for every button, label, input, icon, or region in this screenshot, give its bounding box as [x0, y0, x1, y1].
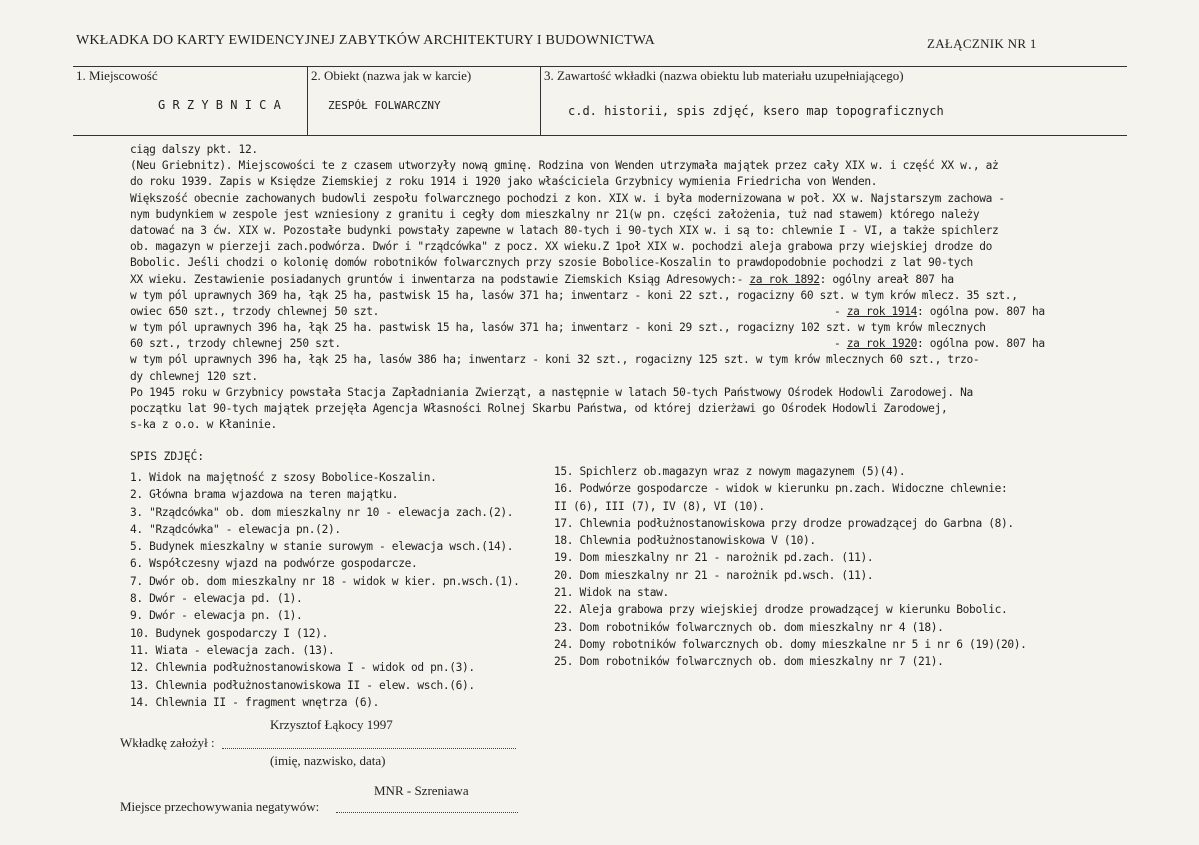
- body-line: [130, 304, 1070, 320]
- photo-list-item: 19. Dom mieszkalny nr 21 - narożnik pd.zach. (11).: [554, 551, 874, 565]
- storage-label: Miejsce przechowywania negatywów:: [120, 799, 320, 814]
- inserted-by-label: Wkładkę założył :: [120, 735, 215, 750]
- photo-list-item: 16. Podwórze gospodarcze - widok w kierunku pn.zach. Widoczne chlewnie:: [554, 482, 1008, 496]
- storage-value: MNR - Szreniawa: [374, 783, 469, 798]
- body-text: : ogólna pow. 807 ha: [917, 337, 1045, 351]
- locality-label: 1. Miejscowość: [76, 68, 158, 83]
- body-line: początku lat 90-tych majątek przejęła Agencja Własności Rolnej Skarbu Państwa, od której dzierżawi go Ośrodek Hodowli Zarodowej,: [130, 402, 948, 415]
- photo-list-item: 12. Chlewnia podłużnostanowiskowa I - widok od pn.(3).: [130, 661, 475, 675]
- inserted-by-dotted-line: [222, 748, 516, 749]
- photo-list-item: 9. Dwór - elewacja pn. (1).: [130, 609, 303, 623]
- body-line: [130, 336, 1070, 352]
- body-line: ob. magazyn w pierzeji zach.podwórza. Dwór i "rządcówka" z pocz. XX wieku.Z 1poł XIX w. pochodzi aleja grabowa przy wiejskiej drodze do: [130, 240, 993, 254]
- body-text: XX wieku. Zestawienie posiadanych gruntów i inwentarza na podstawie Ziemskich Ksiąg Adresowych:-: [130, 272, 750, 286]
- locality-value: G R Z Y B N I C A: [158, 98, 281, 112]
- photo-list-item: II (6), III (7), IV (8), VI (10).: [554, 499, 765, 513]
- body-line: (Neu Griebnitz). Miejscowości te z czasem utworzyły nową gminę. Rodzina von Wenden utrzymała majątek przez cały XIX w. i część XX w., aż: [130, 159, 999, 173]
- year-1892: za rok 1892: [749, 272, 820, 286]
- body-line: datować na 3 ćw. XIX w. Pozostałe budynki powstały zapewne w latach 80-tych i 90-tych XIX w. i są to: chlewnie I - VI, a także spichlerz: [130, 223, 999, 237]
- body-line: w tym pól uprawnych 369 ha, łąk 25 ha, pastwisk 15 ha, lasów 371 ha; inwentarz - koni 22 szt., rogacizny 60 szt. w tym krów mlecz. 35 szt.,: [130, 288, 1018, 302]
- body-line: do roku 1939. Zapis w Księdze Ziemskiej z roku 1914 i 1920 jako właściciela Grzybnicy wymienia Friedricha von Wenden.: [130, 175, 878, 189]
- body-line: w tym pól uprawnych 396 ha, łąk 25 ha, lasów 386 ha; inwentarz - koni 32 szt., rogacizny 125 szt. w tym krów mlecznych 60 szt., trzo-: [130, 353, 980, 367]
- photo-list-item: 17. Chlewnia podłużnostanowiskowa przy drodze prowadzącej do Garbna (8).: [554, 516, 1014, 530]
- body-line: Bobolic. Jeśli chodzi o kolonię domów robotników folwarcznych przy szosie Bobolice-Koszalin to prawdopodobnie pochodzi z lat 90-tych: [130, 256, 973, 270]
- photo-list-item: 2. Główna brama wjazdowa na teren majątku.: [130, 488, 399, 502]
- content-label: 3. Zawartość wkładki (nazwa obiektu lub materiału uzupełniającego): [544, 68, 904, 83]
- body-text: 60 szt., trzody chlewnej 250 szt.: [130, 337, 341, 351]
- photo-list-item: 20. Dom mieszkalny nr 21 - narożnik pd.wsch. (11).: [554, 568, 874, 582]
- object-value: ZESPÓŁ FOLWARCZNY: [328, 99, 441, 112]
- year-entry: [834, 304, 1045, 320]
- photo-list-item: 23. Dom robotników folwarcznych ob. dom mieszkalny nr 4 (18).: [554, 620, 944, 634]
- photo-list-item: 10. Budynek gospodarczy I (12).: [130, 626, 328, 640]
- attachment-number: ZAŁĄCZNIK NR 1: [927, 36, 1037, 51]
- body-line: dy chlewnej 120 szt.: [130, 369, 258, 383]
- table-divider-1: [307, 66, 308, 135]
- photo-list-right: [554, 463, 1027, 671]
- photo-list-item: 14. Chlewnia II - fragment wnętrza (6).: [130, 695, 380, 709]
- photo-list-item: 1. Widok na majętność z szosy Bobolice-Koszalin.: [130, 471, 437, 484]
- object-label: 2. Obiekt (nazwa jak w karcie): [311, 68, 472, 83]
- dash: -: [834, 304, 847, 318]
- photo-list-item: 18. Chlewnia podłużnostanowiskowa V (10).: [554, 534, 816, 548]
- photo-list-left: [130, 469, 520, 711]
- photo-list-title: SPIS ZDJĘĆ:: [130, 450, 205, 463]
- inserted-by-caption: (imię, nazwisko, data): [270, 753, 386, 768]
- storage-dotted-line: [336, 812, 518, 813]
- photo-list-item: 24. Domy robotników folwarcznych ob. domy mieszkalne nr 5 i nr 6 (19)(20).: [554, 637, 1027, 651]
- photo-list-item: 7. Dwór ob. dom mieszkalny nr 18 - widok w kier. pn.wsch.(1).: [130, 574, 520, 588]
- body-text: owiec 650 szt., trzody chlewnej 50 szt.: [130, 304, 380, 318]
- content-value: c.d. historii, spis zdjęć, ksero map topograficznych: [568, 104, 944, 118]
- year-entry: [834, 336, 1045, 352]
- photo-list-item: 13. Chlewnia podłużnostanowiskowa II - elew. wsch.(6).: [130, 678, 475, 692]
- body-line: [130, 272, 1070, 288]
- table-bottom-border: [73, 135, 1127, 136]
- body-line: s-ka z o.o. w Kłaninie.: [130, 418, 277, 432]
- photo-list-item: 15. Spichlerz ob.magazyn wraz z nowym magazynem (5)(4).: [554, 465, 906, 478]
- photo-list-item: 4. "Rządcówka" - elewacja pn.(2).: [130, 522, 341, 536]
- body-line: Większość obecnie zachowanych budowli zespołu folwarcznego pochodzi z kon. XIX w. i była modernizowana w poł. XX w. Najstarszym zachowa -: [130, 191, 1005, 205]
- history-continuation: [130, 142, 1070, 433]
- document-title: WKŁADKA DO KARTY EWIDENCYJNEJ ZABYTKÓW ARCHITEKTURY I BUDOWNICTWA: [76, 33, 655, 48]
- year-1920: za rok 1920: [846, 337, 918, 351]
- photo-list-item: 3. "Rządcówka" ob. dom mieszkalny nr 10 - elewacja zach.(2).: [130, 505, 514, 519]
- photo-list-item: 5. Budynek mieszkalny w stanie surowym - elewacja wsch.(14).: [130, 540, 514, 554]
- table-top-border: [73, 66, 1127, 67]
- photo-list-item: 25. Dom robotników folwarcznych ob. dom mieszkalny nr 7 (21).: [554, 655, 944, 669]
- photo-list-item: 22. Aleja grabowa przy wiejskiej drodze prowadzącej w kierunku Bobolic.: [554, 603, 1008, 617]
- body-line: ciąg dalszy pkt. 12.: [130, 143, 258, 156]
- photo-list-item: 8. Dwór - elewacja pd. (1).: [130, 592, 303, 606]
- table-divider-2: [540, 66, 541, 135]
- body-line: nym budynkiem w zespole jest wzniesiony z granitu i cegły dom mieszkalny nr 21(w pn. części założenia, tuż nad stawem) którego należy: [130, 207, 980, 221]
- year-1914: za rok 1914: [846, 304, 918, 318]
- photo-list-item: 21. Widok na staw.: [554, 586, 669, 600]
- body-text: : ogólna pow. 807 ha: [917, 304, 1045, 318]
- dash: -: [834, 337, 847, 351]
- photo-list-item: 6. Współczesny wjazd na podwórze gospodarcze.: [130, 557, 418, 571]
- body-line: w tym pól uprawnych 396 ha, łąk 25 ha. pastwisk 15 ha, lasów 371 ha; inwentarz - koni 29 szt., rogacizny 102 szt. w tym krów mlecznych: [130, 321, 986, 335]
- photo-list-item: 11. Wiata - elewacja zach. (13).: [130, 643, 335, 657]
- author-signature: Krzysztof Łąkocy 1997: [270, 717, 393, 732]
- body-text: : ogólny areał 807 ha: [819, 272, 954, 286]
- body-line: Po 1945 roku w Grzybnicy powstała Stacja Zapładniania Zwierząt, a następnie w latach 50-tych Państwowy Ośrodek Hodowli Zarodowej. Na: [130, 385, 973, 399]
